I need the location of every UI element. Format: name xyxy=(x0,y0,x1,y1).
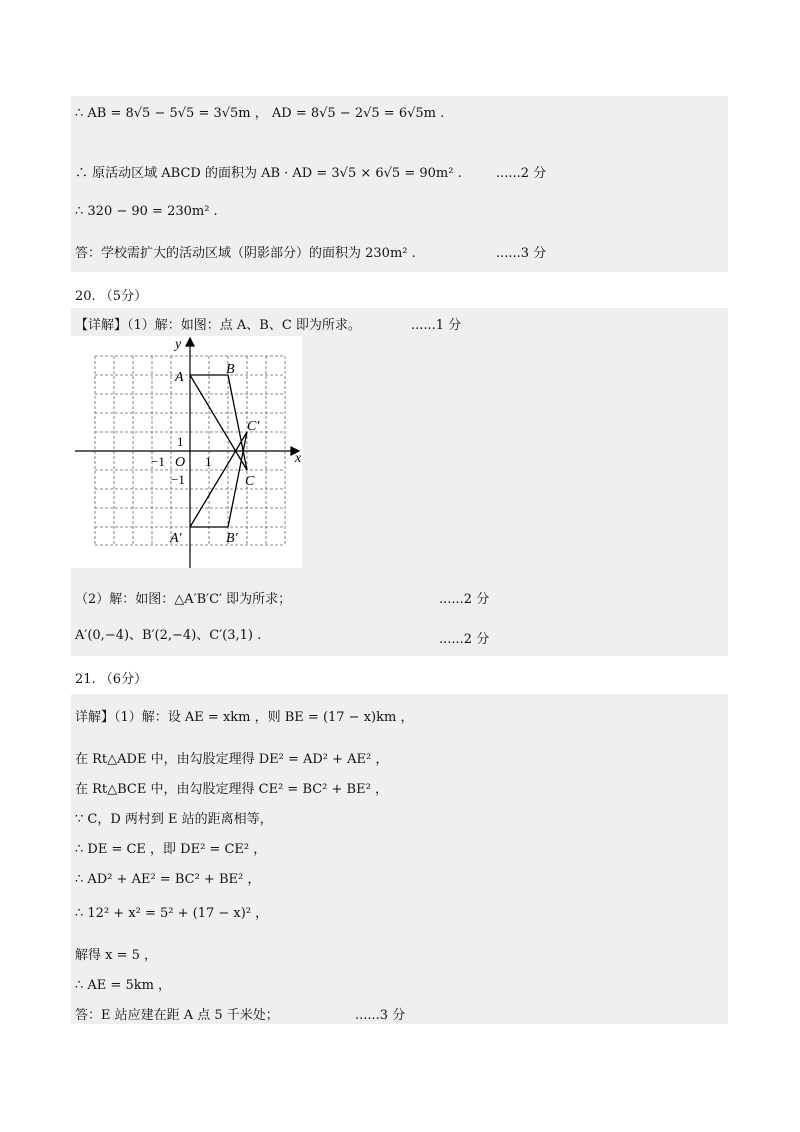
solution-block-20 xyxy=(71,308,728,656)
coordinate-graph-svg xyxy=(71,336,302,568)
question-20-heading: 20. （5分） xyxy=(75,289,148,304)
solution-line: 解得 x = 5 ， xyxy=(75,948,158,963)
solution-line: ∴ AB = 8√5 − 5√5 = 3√5m ， AD = 8√5 − 2√5 = 6√5m . xyxy=(75,106,445,121)
score-note: ......2 分 xyxy=(496,166,547,181)
triangle-a1b1c1 xyxy=(190,432,247,527)
x-axis-label: x xyxy=(295,451,302,466)
part2-line: （2）解：如图：△A′B′C′ 即为所求； xyxy=(75,592,292,607)
point-label-a: A xyxy=(175,370,184,385)
solution-line: 在 Rt△ADE 中，由勾股定理得 DE² = AD² + AE² ， xyxy=(75,752,389,767)
point-label-b-prime: B′ xyxy=(226,531,238,546)
solution-line: ∴ 原活动区域 ABCD 的面积为 AB · AD = 3√5 × 6√5 = 90m² . xyxy=(75,166,462,181)
solution-line: ∴ AE = 5km ， xyxy=(75,978,172,993)
score-note: ......3 分 xyxy=(355,1008,406,1023)
point-label-c-prime: C′ xyxy=(247,419,260,434)
solution-block-19-end xyxy=(71,96,728,272)
tick-label-y-1: 1 xyxy=(177,434,184,449)
coordinate-graph xyxy=(71,336,302,568)
tick-label-y-neg1: −1 xyxy=(171,472,185,487)
y-axis-arrow xyxy=(186,338,194,346)
triangle-abc xyxy=(190,375,247,470)
question-21-heading: 21. （6分） xyxy=(75,672,148,687)
solution-line: 答：E 站应建在距 A 点 5 千米处； xyxy=(75,1008,279,1023)
origin-label: O xyxy=(175,455,186,470)
solution-line: ∴ 12² + x² = 5² + (17 − x)² ， xyxy=(75,906,269,921)
solution-line: 答：学校需扩大的活动区域（阴影部分）的面积为 230m² . xyxy=(75,246,416,261)
score-note: ......2 分 xyxy=(439,632,490,647)
solution-line: 详解】（1）解：设 AE = xkm ，则 BE = (17 − x)km ， xyxy=(75,710,414,725)
solution-line: ∵ C，D 两村到 E 站的距离相等， xyxy=(75,812,273,827)
solution-line: ∴ DE = CE ，即 DE² = CE² ， xyxy=(75,842,267,857)
point-label-b: B xyxy=(226,362,235,377)
y-axis-label: y xyxy=(175,337,182,352)
tick-label-x-neg1: −1 xyxy=(151,454,165,469)
point-label-c: C xyxy=(245,474,255,489)
point-label-a-prime: A′ xyxy=(170,531,182,546)
tick-label-x-1: 1 xyxy=(205,454,212,469)
solution-block-21 xyxy=(71,694,728,1024)
coords-line: A′(0,−4)、B′(2,−4)、C′(3,1) . xyxy=(75,628,262,643)
solution-line: ∴ 320 − 90 = 230m² . xyxy=(75,204,218,219)
score-note: ......2 分 xyxy=(439,592,490,607)
detail-line: 【详解】（1）解：如图：点 A、B、C 即为所求。 xyxy=(75,318,361,333)
score-note: ......3 分 xyxy=(496,246,547,261)
solution-line: ∴ AD² + AE² = BC² + BE² ， xyxy=(75,872,261,887)
solution-line: 在 Rt△BCE 中，由勾股定理得 CE² = BC² + BE² ， xyxy=(75,782,388,797)
score-note: ......1 分 xyxy=(411,318,462,333)
